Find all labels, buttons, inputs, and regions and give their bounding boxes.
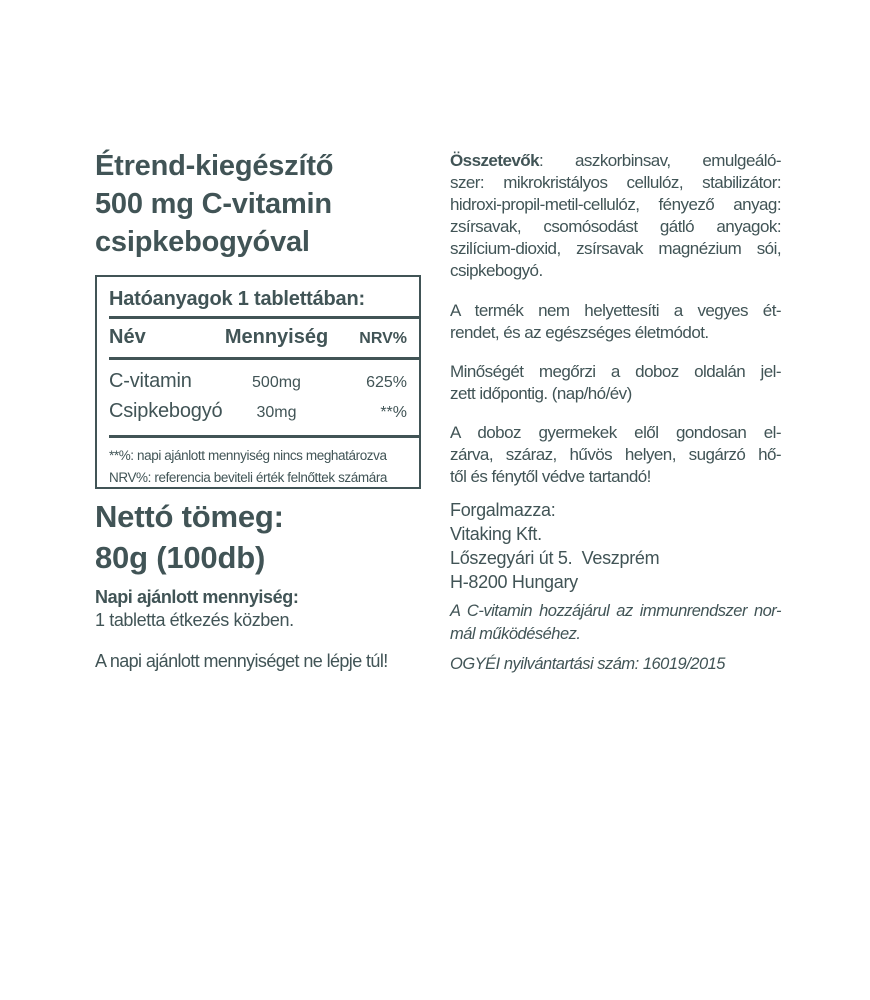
text-line: zett időpontig. (nap/hó/év) — [450, 384, 632, 403]
ingredient-amount: 500mg — [252, 374, 301, 391]
text-line: Lőszegyári út 5. Veszprém — [450, 548, 660, 568]
diet-note-paragraph — [450, 300, 781, 344]
table-footnotes — [109, 445, 407, 488]
text-line: Forgalmazza: — [450, 500, 556, 520]
supplement-facts-table — [95, 275, 421, 489]
column-header-name: Név — [109, 326, 146, 348]
text-line: mál működéséhez. — [450, 625, 581, 643]
text-line: zsírsavak, csomósodást gátló anyagok: — [450, 217, 781, 236]
daily-dose — [95, 586, 435, 632]
daily-dose-text: 1 tabletta étkezés közben. — [95, 610, 294, 630]
overdose-warning: A napi ajánlott mennyiséget ne lépje túl! — [95, 651, 388, 671]
best-before-paragraph — [450, 361, 781, 405]
text-line: Vitaking Kft. — [450, 524, 542, 544]
daily-dose-heading: Napi ajánlott mennyiség: — [95, 587, 299, 607]
ingredient-nrv: **% — [380, 404, 407, 421]
text-line: 500 mg C-vitamin — [95, 188, 332, 220]
text-line: A doboz gyermekek elől gondosan el- — [450, 423, 781, 442]
ingredient-name: C-vitamin — [109, 370, 192, 392]
net-weight — [95, 496, 435, 578]
text-line: csipkebogyóval — [95, 226, 310, 258]
ingredients-first-line — [450, 150, 781, 172]
text-line: től és fénytől védve tartandó! — [450, 467, 651, 486]
facts-heading: Hatóanyagok 1 tablettában: — [109, 288, 365, 310]
distributor-block — [450, 498, 781, 594]
text-line: Minőségét megőrzi a doboz oldalán jel- — [450, 362, 781, 381]
health-claim-paragraph — [450, 600, 781, 646]
text-line: A termék nem helyettesíti a vegyes ét- — [450, 301, 781, 320]
ingredients-rest-lines — [450, 172, 781, 282]
ingredient-nrv: 625% — [366, 374, 407, 391]
text-line: szilícium-dioxid, zsírsavak magnézium sói, — [450, 239, 781, 258]
text-line: csipkebogyó. — [450, 261, 543, 280]
registration-number: OGYÉI nyilvántartási szám: 16019/2015 — [450, 655, 725, 673]
text-line: NRV%: referencia beviteli érték felnőttek számára — [109, 469, 388, 485]
text-line: H-8200 Hungary — [450, 572, 578, 592]
text-line: 80g (100db) — [95, 540, 266, 575]
text-line: Nettó tömeg: — [95, 499, 284, 534]
text-line: szer: mikrokristályos cellulóz, stabilizátor: — [450, 173, 781, 192]
table-header-row — [109, 325, 407, 351]
table-row — [109, 367, 407, 397]
storage-warning-paragraph — [450, 422, 781, 488]
text-line: rendet, és az egészséges életmódot. — [450, 323, 709, 342]
ingredient-name: Csipkebogyó — [109, 400, 223, 422]
text-line: **%: napi ajánlott mennyiség nincs meghatározva — [109, 448, 387, 463]
table-rule — [109, 357, 419, 360]
ingredients-lead: Összetevők — [450, 151, 539, 170]
text-line: zárva, száraz, hűvös helyen, sugárzó hő- — [450, 445, 781, 464]
ingredient-amount: 30mg — [256, 404, 297, 421]
column-header-amount: Mennyiség — [224, 326, 329, 348]
ingredients-paragraph — [450, 150, 781, 282]
text-line: A C-vitamin hozzájárul az immunrendszer nor- — [450, 602, 781, 620]
ingredients-lead-rest: : aszkorbinsav, emulgeáló- — [539, 151, 781, 170]
table-rule — [109, 316, 419, 319]
product-title — [95, 147, 435, 261]
table-rule — [109, 435, 419, 438]
text-line: Étrend-kiegészítő — [95, 150, 334, 182]
column-header-nrv: NRV% — [359, 330, 407, 347]
table-row — [109, 397, 407, 427]
text-line: hidroxi-propil-metil-cellulóz, fényező anyag: — [450, 195, 781, 214]
